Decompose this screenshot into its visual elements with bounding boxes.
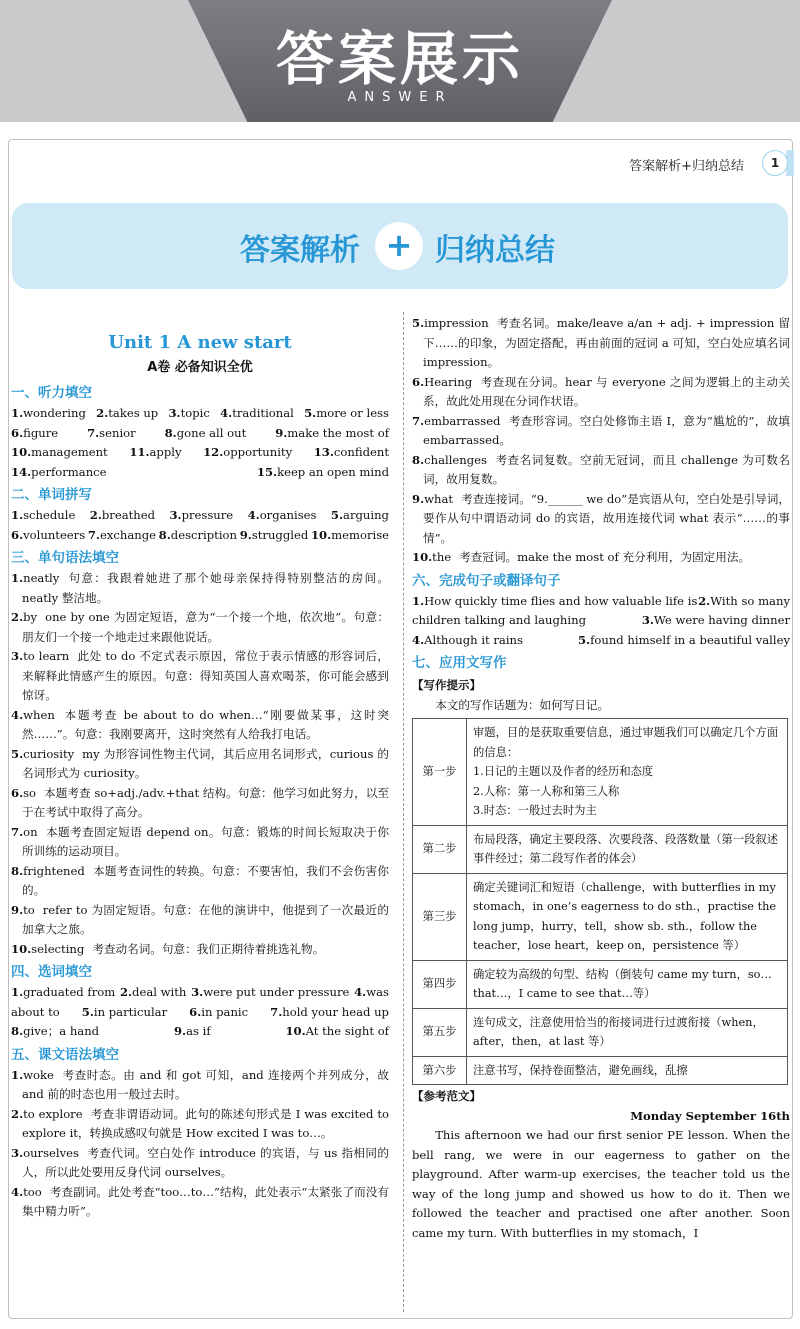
- answer-item: 6.in panic: [189, 1004, 249, 1019]
- step-line: 3.时态：一般过去时为主: [473, 804, 597, 817]
- step-row: [413, 1008, 788, 1056]
- section-spelling: [11, 506, 389, 545]
- answer-item: 3.topic: [168, 406, 210, 420]
- section-heading: 四、选词填空: [11, 964, 92, 980]
- step-content: [467, 825, 788, 873]
- answer-item: 2.breathed: [89, 508, 156, 522]
- step-content: [467, 873, 788, 960]
- answer-item: 11.apply: [129, 445, 182, 459]
- banner-subtitle: ANSWER: [347, 90, 453, 105]
- step-line: 审题，目的是获取重要信息，通过审题我们可以确定几个方面的信息：: [473, 726, 779, 759]
- answer-item: 10.management: [11, 445, 108, 459]
- answer-entry: 1.woke 考查时态。由 and 和 got 可知，and 连接两个并列成分，故 and 前的时态也用一般过去时。: [11, 1067, 389, 1101]
- writing-tips-label: 【写作提示】: [412, 678, 481, 692]
- essay-date: Monday September 16th: [630, 1108, 790, 1123]
- answer-item: 6.volunteers: [11, 527, 86, 542]
- writing-topic: 本文的写作话题为：如何写日记。: [435, 697, 610, 712]
- answer-item: 3.We were having dinner: [641, 613, 790, 627]
- section-sentences: [412, 592, 790, 651]
- answer-item: 9.struggled: [239, 527, 309, 542]
- answer-item: 7.exchange: [87, 527, 156, 542]
- column-divider: [403, 312, 404, 1312]
- answer-item: 4.Although it rains: [412, 632, 523, 647]
- answer-entry: 6.Hearing 考查现在分词。hear 与 everyone 之间为逻辑上的主动关系，故此处用现在分词作状语。: [412, 374, 790, 408]
- answer-entry: 7.embarrassed 考查形容词。空白处修饰主语 I，意为“尴尬的”，故填 embarrassed。: [412, 413, 790, 447]
- running-title: 答案解析+归纳总结: [629, 159, 744, 174]
- section-heading: 二、单词拼写: [11, 487, 92, 503]
- step-line: 确定关键词汇和短语（challenge，with butterflies in my stomach，in one’s eagerness to do sth.，practise the long jump，hurry，tell，show sb. sth.，follow the teacher，lose heart，keep on，persistence 等）: [473, 880, 777, 952]
- step-row: [413, 873, 788, 960]
- section-text-grammar-b: [412, 314, 790, 568]
- right-column: [412, 314, 790, 1243]
- answer-entry: 9.what 考查连接词。“9.______ we do”是宾语从句，空白处是引导词，要作从句中谓语动词 do 的宾语，故用连接代词 what 表示“……的事情”。: [412, 491, 790, 545]
- title-summary: 归纳总结: [435, 233, 555, 268]
- answer-entry: 4.when 本题考查 be about to do when…“刚要做某事，这时突然……”。句意：我刚要离开，这时突然有人给我打电话。: [11, 707, 389, 741]
- answer-item: 1.How quickly time flies and how valuable life is: [412, 593, 698, 608]
- answer-item: 9.make the most of: [275, 425, 389, 440]
- answer-row: [11, 506, 389, 526]
- step-line: 2.人称：第一人称和第三人称: [473, 784, 620, 798]
- answer-entry: 9.to refer to 为固定短语。句意：在他的演讲中，他提到了一次最近的加拿大之旅。: [11, 902, 389, 936]
- answer-entry: 10.the 考查冠词。make the most of 充分利用，为固定用法。: [412, 550, 751, 564]
- answer-item: 2.deal with: [119, 985, 187, 999]
- answer-item: 2.takes up: [96, 406, 159, 420]
- answer-item: 5.found himself in a beautiful valley: [577, 632, 790, 647]
- answer-entry: 1.neatly 句意：我跟着她进了那个她母亲保持得特别整洁的房间。neatly 整洁地。: [11, 571, 389, 605]
- page-number: 1: [762, 150, 788, 176]
- answer-row: [11, 443, 389, 463]
- answer-entry: 7.on 本题考查固定短语 depend on。句意：锻炼的时间长短取决于你所训练的运动项目。: [11, 824, 389, 858]
- answer-item: 7.hold your head up: [270, 1004, 389, 1019]
- left-column: [11, 326, 389, 1222]
- answer-row: [412, 611, 790, 631]
- answer-item: 2.With so many: [698, 593, 790, 608]
- answer-item: 6.figure: [11, 425, 59, 440]
- plus-icon: +: [375, 222, 423, 270]
- answer-row: [11, 983, 389, 1003]
- answer-item: 5.arguing: [330, 508, 389, 522]
- section-heading: 七、应用文写作: [412, 655, 507, 671]
- step-label: 第三步: [413, 873, 467, 960]
- top-banner: [0, 0, 800, 122]
- answer-row: [412, 592, 790, 612]
- answer-item: 4.traditional: [220, 406, 294, 420]
- title-answer-analysis: 答案解析: [240, 233, 360, 268]
- answer-row: [11, 463, 389, 483]
- answer-entry: 2.to explore 考查非谓语动词。此句的陈述句形式是 I was excited to explore it，转换成感叹句就是 How excited I was to…。: [11, 1106, 389, 1140]
- answer-item: 15.keep an open mind: [256, 464, 389, 479]
- answer-item: 14.performance: [11, 464, 107, 479]
- answer-entry: 8.frightened 本题考查词性的转换。句意：不要害怕，我们不会伤害你的。: [11, 863, 389, 897]
- answer-entry: 10.selecting 考查动名词。句意：我们正期待着挑选礼物。: [11, 941, 325, 956]
- writing-steps-table: [412, 718, 788, 1085]
- step-line: 连句成文，注意使用恰当的衔接词进行过渡衔接（when，after，then，at last 等）: [473, 1015, 764, 1048]
- answer-entry: 8.challenges 考查名词复数。空前无冠词，而且 challenge 为可数名词，故用复数。: [412, 452, 790, 486]
- step-row: [413, 825, 788, 873]
- answer-item: 8.description: [158, 527, 237, 542]
- answer-item: children talking and laughing: [412, 613, 586, 627]
- section-grammar-fill: [11, 569, 389, 959]
- step-row: [413, 960, 788, 1008]
- section-heading: 五、课文语法填空: [11, 1046, 119, 1063]
- answer-item: 4.was: [354, 985, 389, 999]
- section-heading: 一、听力填空: [11, 385, 92, 401]
- answer-item: 13.confident: [313, 445, 389, 459]
- answer-item: 7.senior: [87, 425, 136, 440]
- essay-text: This afternoon we had our first senior PE lesson. When the bell rang, we were in our eagerness to gather on the playground. After warm-up exercises, the teacher told us the way of the long jump and showed us how to do it. Then we followed the teacher and practised one after another. Soon came my turn. With butterflies in my stomach，I: [412, 1128, 790, 1240]
- answer-row: [11, 404, 389, 424]
- step-line: 布局段落，确定主要段落、次要段落、段落数量（第一段叙述事件经过；第二段写作者的体会）: [473, 832, 779, 865]
- answer-entry: 3.to learn 此处 to do 不定式表示原因，常位于表示情感的形容词后，来解释此情感产生的原因。句意：得知英国人喜欢喝茶，你可能会感到惊讶。: [11, 649, 389, 702]
- step-content: [467, 1008, 788, 1056]
- answer-item: 1.wondering: [11, 406, 86, 420]
- answer-item: 8.gone all out: [164, 425, 247, 440]
- step-content: [467, 1056, 788, 1085]
- answer-entry: 4.too 考查副词。此处考查“too…to…”结构，此处表示“太紧张了而没有集中精力听”。: [11, 1184, 389, 1218]
- answer-item: 4.organises: [247, 508, 317, 522]
- answer-row: [11, 424, 389, 444]
- step-content: [467, 719, 788, 826]
- answer-entry: 5.curiosity my 为形容词性物主代词，其后应用名词形式，curious 的名词形式为 curiosity。: [11, 746, 389, 780]
- section-text-grammar-a: [11, 1066, 389, 1222]
- step-row: [413, 1056, 788, 1085]
- answer-item: about to: [11, 1004, 60, 1019]
- step-label: 第六步: [413, 1056, 467, 1085]
- answer-item: 5.in particular: [81, 1004, 168, 1019]
- answer-item: 5.more or less: [304, 406, 389, 420]
- answer-item: 9.as if: [173, 1024, 211, 1038]
- answer-item: 1.schedule: [11, 508, 76, 522]
- section-heading: 六、完成句子或翻译句子: [412, 572, 561, 589]
- answer-item: 3.were put under pressure: [191, 985, 350, 999]
- step-line: 确定较为高级的句型、结构（倒装句 came my turn，so…that…，I came to see that…等）: [473, 967, 772, 1000]
- answer-item: 1.graduated from: [11, 985, 116, 999]
- step-label: 第二步: [413, 825, 467, 873]
- section-listening: [11, 404, 389, 482]
- answer-item: 8.give；a hand: [11, 1024, 100, 1038]
- answer-item: 3.pressure: [169, 508, 234, 522]
- answer-item: 10.At the sight of: [285, 1024, 389, 1038]
- answer-item: 10.memorise: [310, 527, 389, 542]
- answer-row: [11, 1003, 389, 1023]
- unit-title: Unit 1 A new start: [108, 332, 292, 353]
- answer-item: 12.opportunity: [203, 445, 293, 459]
- unit-subtitle: A卷 必备知识全优: [147, 360, 253, 375]
- answer-entry: 3.ourselves 考查代词。空白处作 introduce 的宾语，与 us 指相同的人，所以此处要用反身代词 ourselves。: [11, 1145, 389, 1179]
- sample-essay-label: 【参考范文】: [412, 1089, 481, 1103]
- answer-entry: 2.by one by one 为固定短语，意为“一个接一个地，依次地”。句意：朋友们一个接一个地走过来跟他说话。: [11, 610, 389, 644]
- section-word-choice: [11, 983, 389, 1042]
- step-row: [413, 719, 788, 826]
- step-label: 第一步: [413, 719, 467, 826]
- section-heading: 三、单句语法填空: [11, 550, 119, 566]
- step-label: 第五步: [413, 1008, 467, 1056]
- step-content: [467, 960, 788, 1008]
- answer-row: [412, 631, 790, 651]
- answer-entry: 6.so 本题考查 so+adj./adv.+that 结构。句意：他学习如此努力，以至于在考试中取得了高分。: [11, 785, 389, 819]
- step-label: 第四步: [413, 960, 467, 1008]
- step-line: 1.日记的主题以及作者的经历和态度: [473, 765, 654, 778]
- answer-row: [11, 1022, 389, 1042]
- answer-entry: 5.impression 考查名词。make/leave a/an + adj. + impression 留下……的印象，为固定搭配，再由前面的冠词 a 可知，空白处应填名词 impression。: [412, 316, 790, 369]
- banner-title: 答案展示: [275, 25, 524, 93]
- answer-row: [11, 526, 389, 546]
- step-line: 注意书写，保持卷面整洁，避免画线，乱擦: [473, 1063, 688, 1077]
